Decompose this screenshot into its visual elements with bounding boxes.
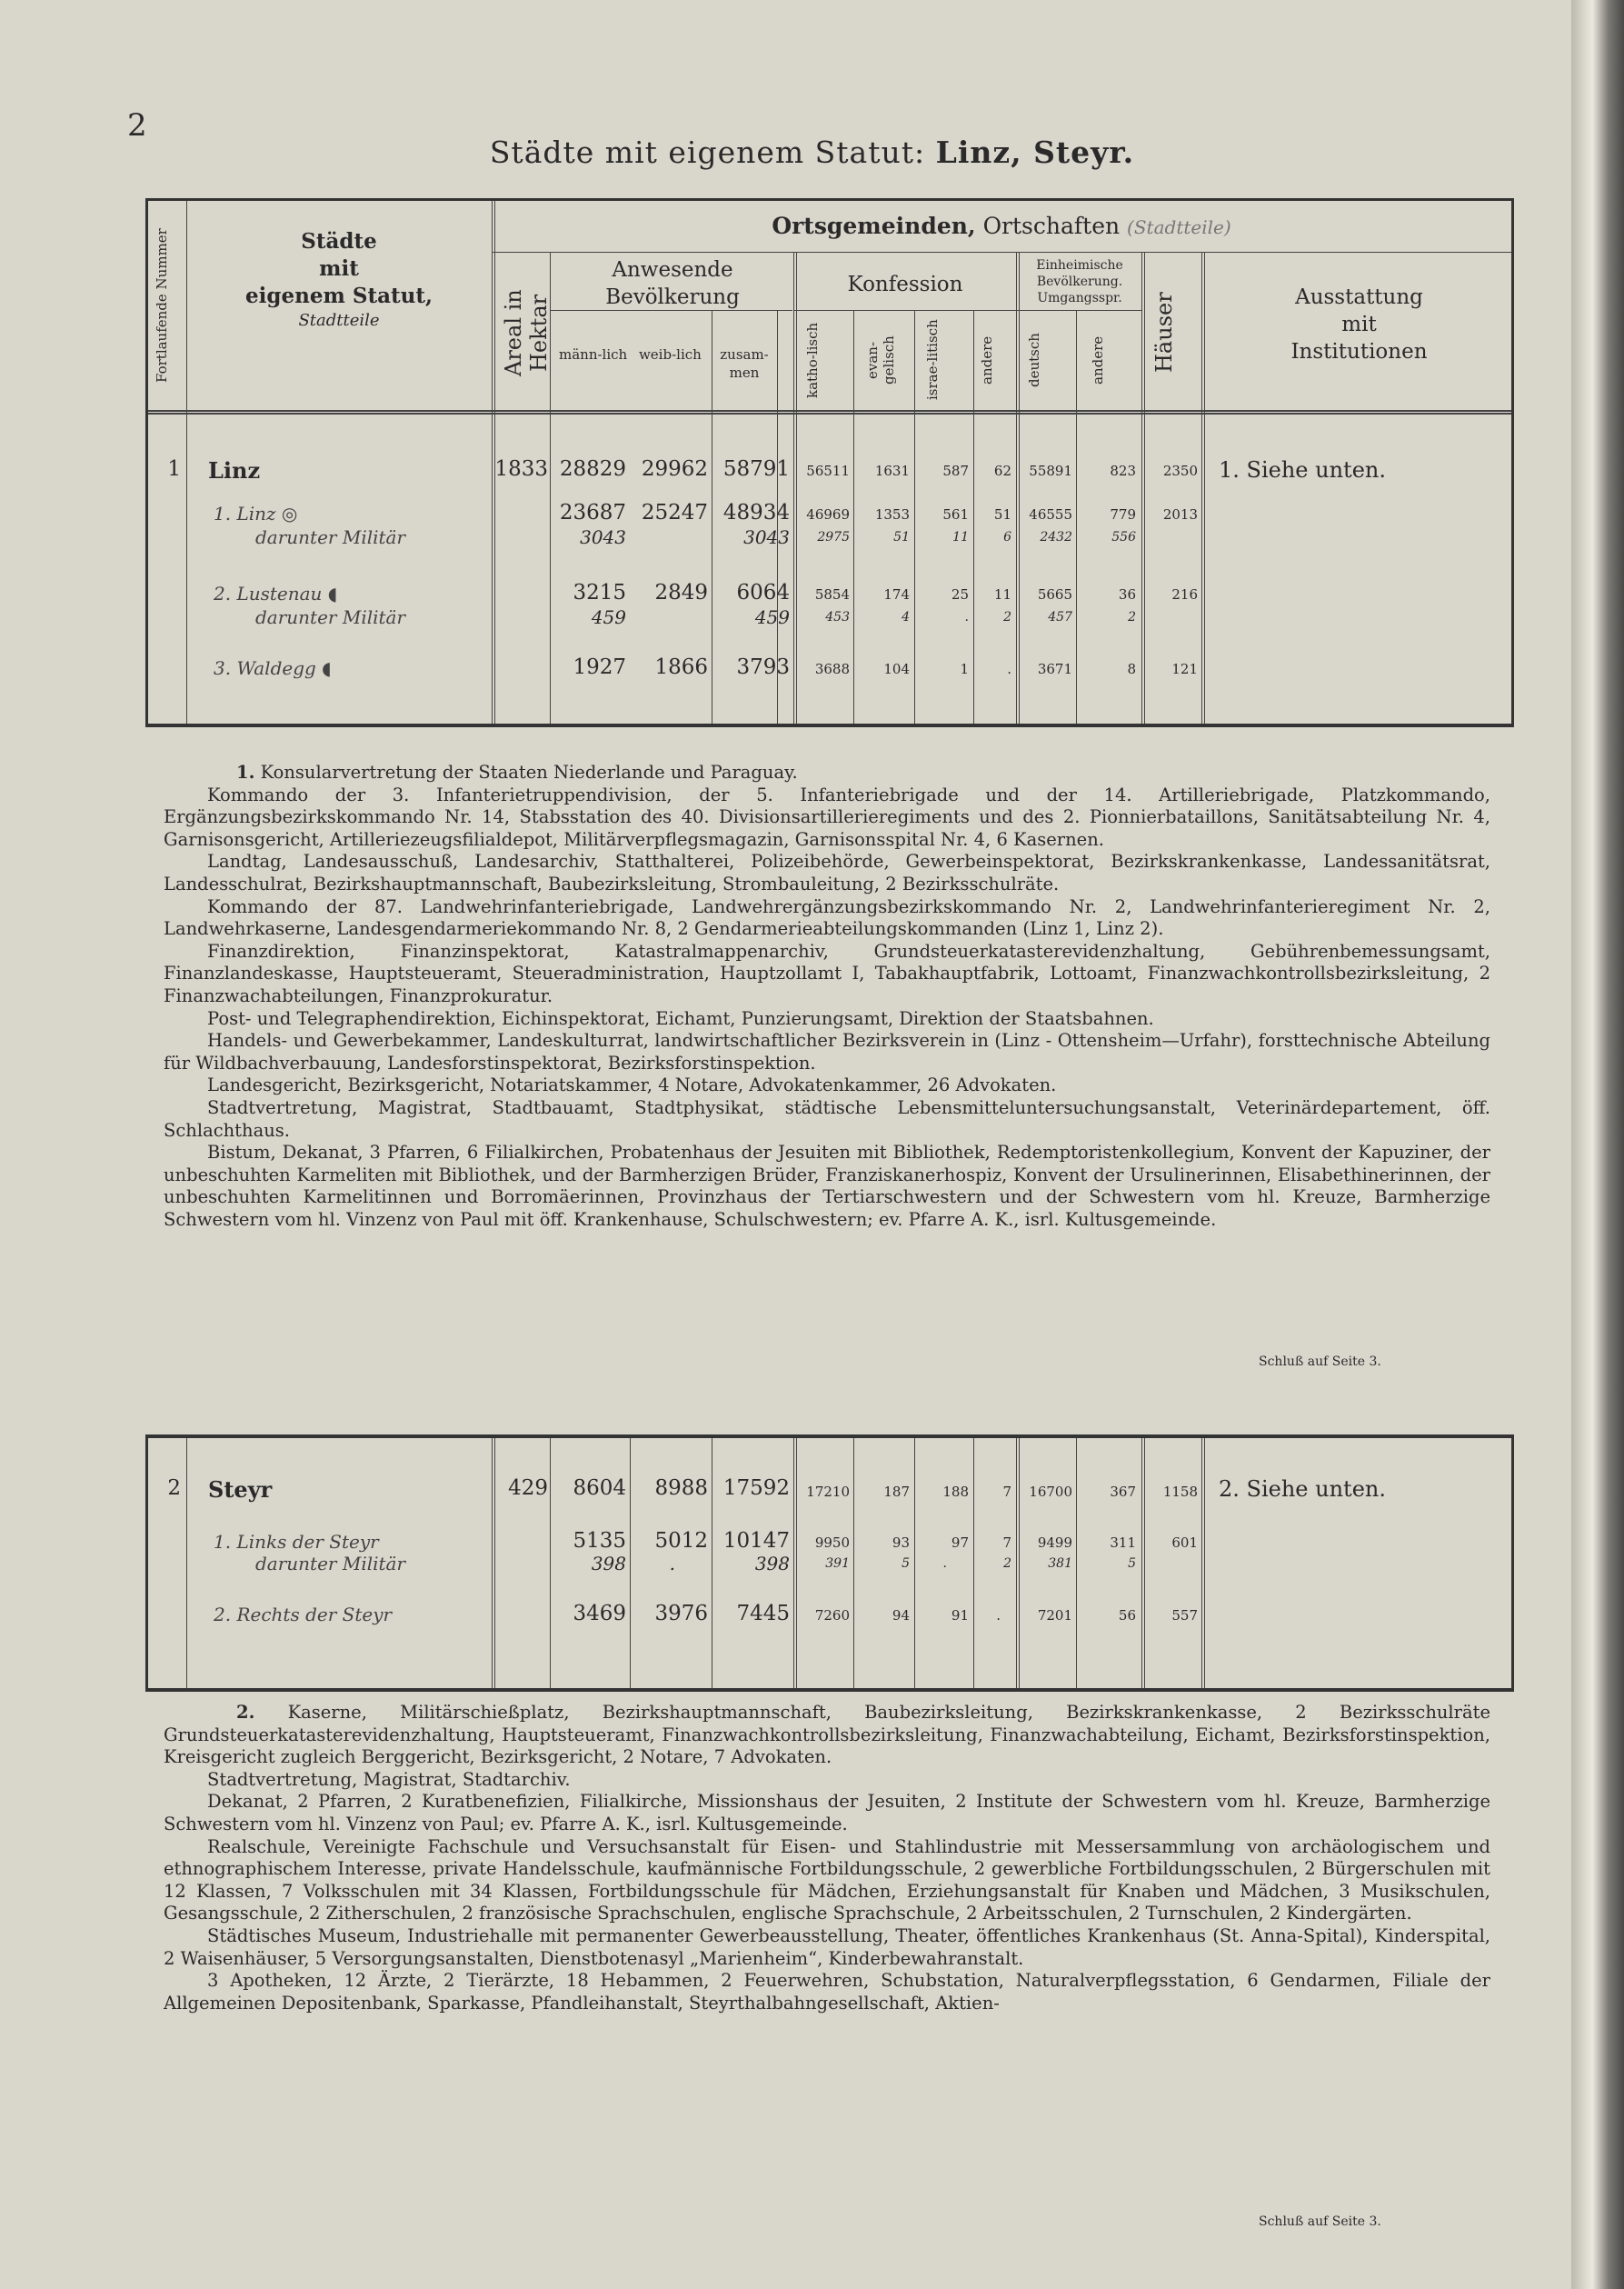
linz-note-2: Kommando der 3. Infanterietruppendivision, der 5. Infanteriebrigade und der 14. Artilleriebrigade, Platzkommando, Ergänzungsbezirkskommando Nr. 14, Stabsstation des 40. Divisionsartillerieregiments und des 2. Pionnierbataillons, Sanitätsabteilung Nr. 4, Garnisonsgericht, Artilleriezeugsfilialdepot, Militärverpflegsmagazin, Garnisonsspital Nr. 4, 6 Kasernen. <box>164 784 1490 850</box>
linz-sub2-mil-evang: 4 <box>902 610 910 625</box>
linz-sub2-z: 6064 <box>736 581 790 605</box>
steyr-sub1-mil-and: 2 <box>1003 1556 1011 1571</box>
steyr-w: 8988 <box>654 1476 708 1500</box>
steyr-sub2-w: 3976 <box>654 1602 708 1625</box>
linz-sub2-isr: 25 <box>951 586 969 603</box>
steyr-and: 7 <box>1002 1484 1011 1500</box>
steyr-deutsch: 16700 <box>1029 1484 1072 1500</box>
linz-sub2-haeuser: 216 <box>1171 586 1198 603</box>
linz-sub2-mil-and: 2 <box>1003 610 1011 625</box>
steyr-sub2-and: . <box>996 1607 1001 1624</box>
linz-sub2-mil-isr: . <box>964 610 969 625</box>
header-weiblich: weib-lich <box>638 346 702 363</box>
steyr-note-6: 3 Apotheken, 12 Ärzte, 2 Tierärzte, 18 Hebammen, 2 Feuerwehren, Schubstation, Naturalverpflegsstation, 6 Gendarmen, Filiale der Allgemeinen Depositenbank, Sparkasse, Pfandleihanstalt, Steyrthalbahngesellschaft, Aktien- <box>164 1970 1490 2014</box>
linz-note-1 <box>164 762 1490 785</box>
linz-evang: 1631 <box>874 463 910 479</box>
steyr-continued: Schluß auf Seite 3. <box>1259 2214 1381 2229</box>
linz-sub3-evang: 104 <box>883 661 910 677</box>
steyr-note-1 <box>164 1702 1490 1769</box>
linz-sub1-deutsch: 46555 <box>1029 506 1072 523</box>
header-haeuser: Häuser <box>1151 292 1177 374</box>
steyr-note-3: Dekanat, 2 Pfarren, 2 Kuratbenefizien, Filialkirche, Missionshaus der Jesuiten, 2 Institute der Schwestern vom hl. Kreuze, Barmherzige Schwestern vom hl. Vinzenz von Paul; ev. Pfarre A. K., isrl. Kultusgemeinde. <box>164 1791 1490 1834</box>
header-ortschaften: Ortschaften <box>982 213 1121 239</box>
linz-note-9: Stadtvertretung, Magistrat, Stadtbauamt, Stadtphysikat, städtische Lebensmitteluntersuchungsanstalt, Veterinärdepartement, öff. Schlachthaus. <box>164 1096 1490 1141</box>
steyr-table <box>145 1434 1514 1692</box>
steyr-sub1-mil-m: 398 <box>591 1553 626 1574</box>
linz-sub1-mil-m: 3043 <box>580 526 626 548</box>
linz-sub2-andspr: 36 <box>1118 586 1136 603</box>
steyr-sub1-isr: 97 <box>951 1534 969 1551</box>
linz-sub3-haeuser: 121 <box>1171 661 1198 677</box>
linz-w: 29962 <box>641 457 708 481</box>
steyr-sub1-and: 7 <box>1002 1534 1011 1551</box>
linz-sub3-isr: 1 <box>960 661 969 677</box>
linz-sub2-deutsch: 5665 <box>1037 586 1072 603</box>
header-staedte-line2: mit <box>319 255 359 281</box>
linz-sub1-mil-kath: 2975 <box>817 530 850 545</box>
header-andere-sprache: andere <box>1090 335 1106 385</box>
linz-sub1-name: 1. Linz ◎ <box>214 503 298 525</box>
header-israelitisch: israe-litisch <box>924 319 941 401</box>
linz-kath: 56511 <box>806 463 850 479</box>
linz-note-10: Bistum, Dekanat, 3 Pfarren, 6 Filialkirchen, Probatenhaus der Jesuiten mit Bibliothek, Redemptoristenkollegium, Konvent der Kapuziner, der unbeschuhten Karmeliten mit Bibliothek, und der Barmherzigen Brüder, Franziskanerhospiz, Konvent der Ursulinerinnen, Elisabethinerinnen, der unbeschuhten Karmelitinnen und Borromäerinnen, Provinzhaus der Tertiarschwestern und der Schwestern vom hl. Kreuze, Barmherzige Schwestern vom hl. Vinzenz von Paul mit öff. Krankenhause, Schulschwestern; ev. Pfarre A. K., isrl. Kultusgemeinde. <box>164 1142 1490 1230</box>
header-staedte-line1: Städte <box>301 229 377 254</box>
steyr-sub1-haeuser: 601 <box>1171 1534 1198 1551</box>
header-konfession: Konfession <box>847 273 963 296</box>
steyr-sub1-mil: darunter Militär <box>255 1553 406 1574</box>
linz-note-1-text: Konsularvertretung der Staaten Niederlande und Paraguay. <box>260 762 798 783</box>
header-fortlaufende-nummer: Fortlaufende Nummer <box>154 228 170 383</box>
steyr-sub1-deutsch: 9499 <box>1037 1534 1072 1551</box>
header-zusammen: zusam-men <box>720 346 769 381</box>
steyr-sub1-name: 1. Links der Steyr <box>214 1531 379 1553</box>
linz-sub1-mil-z: 3043 <box>743 526 790 548</box>
linz-sub2-evang: 174 <box>883 586 910 603</box>
linz-sub1-mil-deutsch: 2432 <box>1040 530 1072 545</box>
steyr-sub2-z: 7445 <box>736 1602 790 1625</box>
linz-deutsch: 55891 <box>1029 463 1072 479</box>
linz-sub1-kath: 46969 <box>806 506 850 523</box>
header-ortsgemeinden <box>492 212 1511 242</box>
linz-sub2-mil-deutsch: 457 <box>1048 610 1072 625</box>
linz-note-6: Post- und Telegraphendirektion, Eichinspektorat, Eichamt, Punzierungsamt, Direktion der Staatsbahnen. <box>207 1007 1154 1029</box>
linz-isr: 587 <box>942 463 969 479</box>
steyr-kath: 17210 <box>806 1484 850 1500</box>
header-ausstattung-line2: mit <box>1341 312 1377 336</box>
steyr-sub1-mil-z: 398 <box>754 1553 790 1574</box>
linz-name: Linz <box>208 457 261 484</box>
linz-note-7: Handels- und Gewerbekammer, Landeskulturrat, landwirtschaftlicher Bezirksverein in (Linz - Ottensheim—Urfahr), forsttechnische Abteilung für Wildbachverbauung, Landesforstinspektorat, Bezirksforstinspektion. <box>164 1030 1490 1074</box>
linz-note-marker: 1. <box>236 762 255 783</box>
steyr-inst: 2. Siehe unten. <box>1219 1476 1386 1502</box>
linz-areal: 1833 <box>494 457 548 481</box>
title-prefix: Städte mit eigenem Statut: <box>489 135 926 170</box>
linz-sub1-z: 48934 <box>722 501 790 525</box>
header-staedte <box>203 228 475 331</box>
linz-note-4: Kommando der 87. Landwehrinfanteriebrigade, Landwehrergänzungsbezirkskommando Nr. 2, Landwehrinfanterieregiment Nr. 2, Landwehrkaserne, Landesgendarmeriekommando Nr. 8, 2 Gendarmerieabteilungskommanden (Linz 1, Linz 2). <box>164 895 1490 940</box>
steyr-notes <box>164 1702 1490 2014</box>
header-stadtteile: Stadtteile <box>298 310 380 330</box>
header-evangelisch: evan-gelisch <box>864 335 897 385</box>
header-katholisch: katho-lisch <box>804 322 821 398</box>
steyr-name: Steyr <box>208 1476 273 1503</box>
linz-sub3-name: 3. Waldegg ◖ <box>214 657 332 679</box>
steyr-sub2-isr: 91 <box>951 1607 969 1624</box>
steyr-sub1-m: 5135 <box>573 1529 626 1553</box>
linz-sub3-kath: 3688 <box>814 661 850 677</box>
steyr-sub2-andspr: 56 <box>1118 1607 1136 1624</box>
linz-sub1-m: 23687 <box>559 501 626 525</box>
steyr-sub1-w: 5012 <box>654 1529 708 1553</box>
header-ausstattung <box>1207 285 1511 366</box>
header-staedte-line3: eigenem Statut, <box>245 283 433 308</box>
steyr-sub1-mil-w: . <box>669 1553 675 1574</box>
header-ausstattung-line1: Ausstattung <box>1295 285 1423 309</box>
steyr-note-4: Realschule, Vereinigte Fachschule und Versuchsanstalt für Eisen- und Stahlindustrie mit Messersammlung von archäologischem und ethnographischem Interesse, private Handelsschule, kaufmännische Fortbildungsschule, 2 gewerbliche Fortbildungsschulen, 2 Bürgerschulen mit 12 Klassen, 7 Volksschulen mit 34 Klassen, Fortbildungsschule für Mädchen, Erziehungsanstalt für Knaben und Mädchen, 3 Musikschulen, Gesangsschule, 2 Zitherschulen, 2 französische Sprachschulen, englische Sprachschule, 2 Arbeitsschulen, 2 Turnschulen, 2 Kindergärten. <box>164 1835 1490 1924</box>
linz-sub1-haeuser: 2013 <box>1162 506 1198 523</box>
linz-sub1-w: 25247 <box>641 501 708 525</box>
steyr-sub1-andspr: 311 <box>1110 1534 1136 1551</box>
steyr-areal: 429 <box>508 1476 548 1500</box>
linz-sub1-mil-evang: 51 <box>893 530 910 545</box>
linz-note-5: Finanzdirektion, Finanzinspektorat, Katastralmappenarchiv, Grundsteuerkatasterevidenzhaltung, Gebührenbemessungsamt, Finanzlandeskasse, Hauptsteueramt, Steueradministration, Hauptzollamt I, Tabakhauptfabrik, Lottoamt, Finanzwachkontrollsbezirksleitung, 2 Finanzwachabteilungen, Finanzprokuratur. <box>164 940 1490 1006</box>
linz-inst: 1. Siehe unten. <box>1219 457 1386 483</box>
linz-continued: Schluß auf Seite 3. <box>1259 1354 1381 1369</box>
linz-table <box>145 198 1514 727</box>
linz-sub1-mil-isr: 11 <box>952 530 969 545</box>
steyr-m: 8604 <box>573 1476 626 1500</box>
page-number: 2 <box>127 107 147 144</box>
linz-sub1-evang: 1353 <box>874 506 910 523</box>
linz-note-3: Landtag, Landesausschuß, Landesarchiv, Statthalterei, Polizeibehörde, Gewerbeinspektorat, Bezirkskrankenkasse, Landessanitätsrat, Landesschulrat, Bezirkshauptmannschaft, Baubezirksleitung, Strombauleitung, 2 Bezirksschulräte. <box>164 851 1490 895</box>
steyr-sub2-deutsch: 7201 <box>1037 1607 1072 1624</box>
linz-sub1-mil-and: 6 <box>1003 530 1011 545</box>
steyr-sub2-kath: 7260 <box>814 1607 850 1624</box>
linz-sub2-mil: darunter Militär <box>255 606 406 628</box>
linz-sub3-and: . <box>1007 661 1011 677</box>
linz-sub2-and: 11 <box>993 586 1011 603</box>
page-title <box>0 135 1624 170</box>
linz-sub2-mil-kath: 453 <box>825 610 850 625</box>
steyr-sub1-z: 10147 <box>722 1529 790 1553</box>
steyr-evang: 187 <box>883 1484 910 1500</box>
steyr-note-5: Städtisches Museum, Industriehalle mit permanenter Gewerbeausstellung, Theater, öffentliches Krankenhaus (St. Anna-Spital), Kinderspital, 2 Waisenhäuser, 5 Versorgungsanstalten, Dienstbotenasyl „Marienheim“, Kinderbewahranstalt. <box>164 1924 1490 1969</box>
linz-and: 62 <box>993 463 1011 479</box>
linz-sub1-and: 51 <box>993 506 1011 523</box>
steyr-sub1-kath: 9950 <box>814 1534 850 1551</box>
linz-sub2-m: 3215 <box>573 581 626 605</box>
steyr-sub1-mil-andspr: 5 <box>1128 1556 1136 1571</box>
linz-sub1-andspr: 779 <box>1110 506 1136 523</box>
linz-sub2-mil-z: 459 <box>754 606 790 628</box>
linz-sub3-andspr: 8 <box>1127 661 1136 677</box>
steyr-sub1-mil-kath: 391 <box>825 1556 850 1571</box>
page-edge-shadow <box>1571 0 1624 2289</box>
linz-sub2-kath: 5854 <box>814 586 850 603</box>
linz-sub1-mil: darunter Militär <box>255 526 406 548</box>
linz-num: 1 <box>167 457 181 481</box>
steyr-sub2-evang: 94 <box>892 1607 910 1624</box>
header-andere-konfession: andere <box>979 335 995 385</box>
steyr-sub1-mil-deutsch: 381 <box>1048 1556 1072 1571</box>
linz-sub3-w: 1866 <box>654 655 708 679</box>
linz-sub3-deutsch: 3671 <box>1037 661 1072 677</box>
linz-sub2-name: 2. Lustenau ◖ <box>214 583 338 605</box>
header-areal: Areal in Hektar <box>501 289 552 376</box>
steyr-andspr: 367 <box>1110 1484 1136 1500</box>
steyr-note-2: Stadtvertretung, Magistrat, Stadtarchiv. <box>207 1768 571 1790</box>
linz-andspr: 823 <box>1110 463 1136 479</box>
header-ausstattung-line3: Institutionen <box>1290 339 1428 364</box>
title-bold: Linz, Steyr. <box>935 135 1135 170</box>
linz-note-8: Landesgericht, Bezirksgericht, Notariatskammer, 4 Notare, Advokatenkammer, 26 Advokaten. <box>207 1075 1057 1096</box>
linz-haeuser: 2350 <box>1162 463 1198 479</box>
steyr-num: 2 <box>167 1476 181 1500</box>
steyr-sub2-m: 3469 <box>573 1602 626 1625</box>
steyr-note-1-text: Kaserne, Militärschießplatz, Bezirkshauptmannschaft, Baubezirksleitung, Bezirkskrankenkasse, 2 Bezirksschulräte Grundsteuerkatasterevidenzhaltung, Hauptsteueramt, Finanzwachkontrollsbezirksleitung, Finanzwachabteilung, Eichamt, Bezirksforstinspektion, Kreisgericht zugleich Berggericht, Bezirksgericht, 2 Notare, 7 Advokaten. <box>164 1702 1490 1768</box>
header-stadtteile-italic: (Stadtteile) <box>1127 216 1231 238</box>
steyr-sub1-mil-isr: . <box>942 1556 947 1571</box>
linz-sub2-mil-andspr: 2 <box>1128 610 1136 625</box>
linz-sub1-isr: 561 <box>942 506 969 523</box>
steyr-sub2-haeuser: 557 <box>1171 1607 1198 1624</box>
linz-sub1-mil-andspr: 556 <box>1111 530 1136 545</box>
header-anwesende: Anwesende Bevölkerung <box>605 258 740 309</box>
linz-m: 28829 <box>559 457 626 481</box>
linz-sub2-mil-m: 459 <box>591 606 626 628</box>
steyr-sub2-name: 2. Rechts der Steyr <box>214 1604 393 1625</box>
linz-sub2-w: 2849 <box>654 581 708 605</box>
steyr-isr: 188 <box>942 1484 969 1500</box>
steyr-sub1-evang: 93 <box>892 1534 910 1551</box>
header-ortsgemeinden-bold: Ortsgemeinden, <box>772 213 976 239</box>
steyr-z: 17592 <box>722 1476 790 1500</box>
linz-z: 58791 <box>722 457 790 481</box>
steyr-haeuser: 1158 <box>1162 1484 1198 1500</box>
linz-sub3-z: 3793 <box>736 655 790 679</box>
linz-notes <box>164 762 1490 1231</box>
header-deutsch: deutsch <box>1026 333 1042 387</box>
header-maennlich: männ-lich <box>559 346 628 363</box>
steyr-note-marker: 2. <box>236 1702 255 1723</box>
steyr-sub1-mil-evang: 5 <box>902 1556 910 1571</box>
header-einheimische: Einheimische Bevölkerung. Umgangsspr. <box>1036 258 1123 306</box>
linz-sub3-m: 1927 <box>573 655 626 679</box>
